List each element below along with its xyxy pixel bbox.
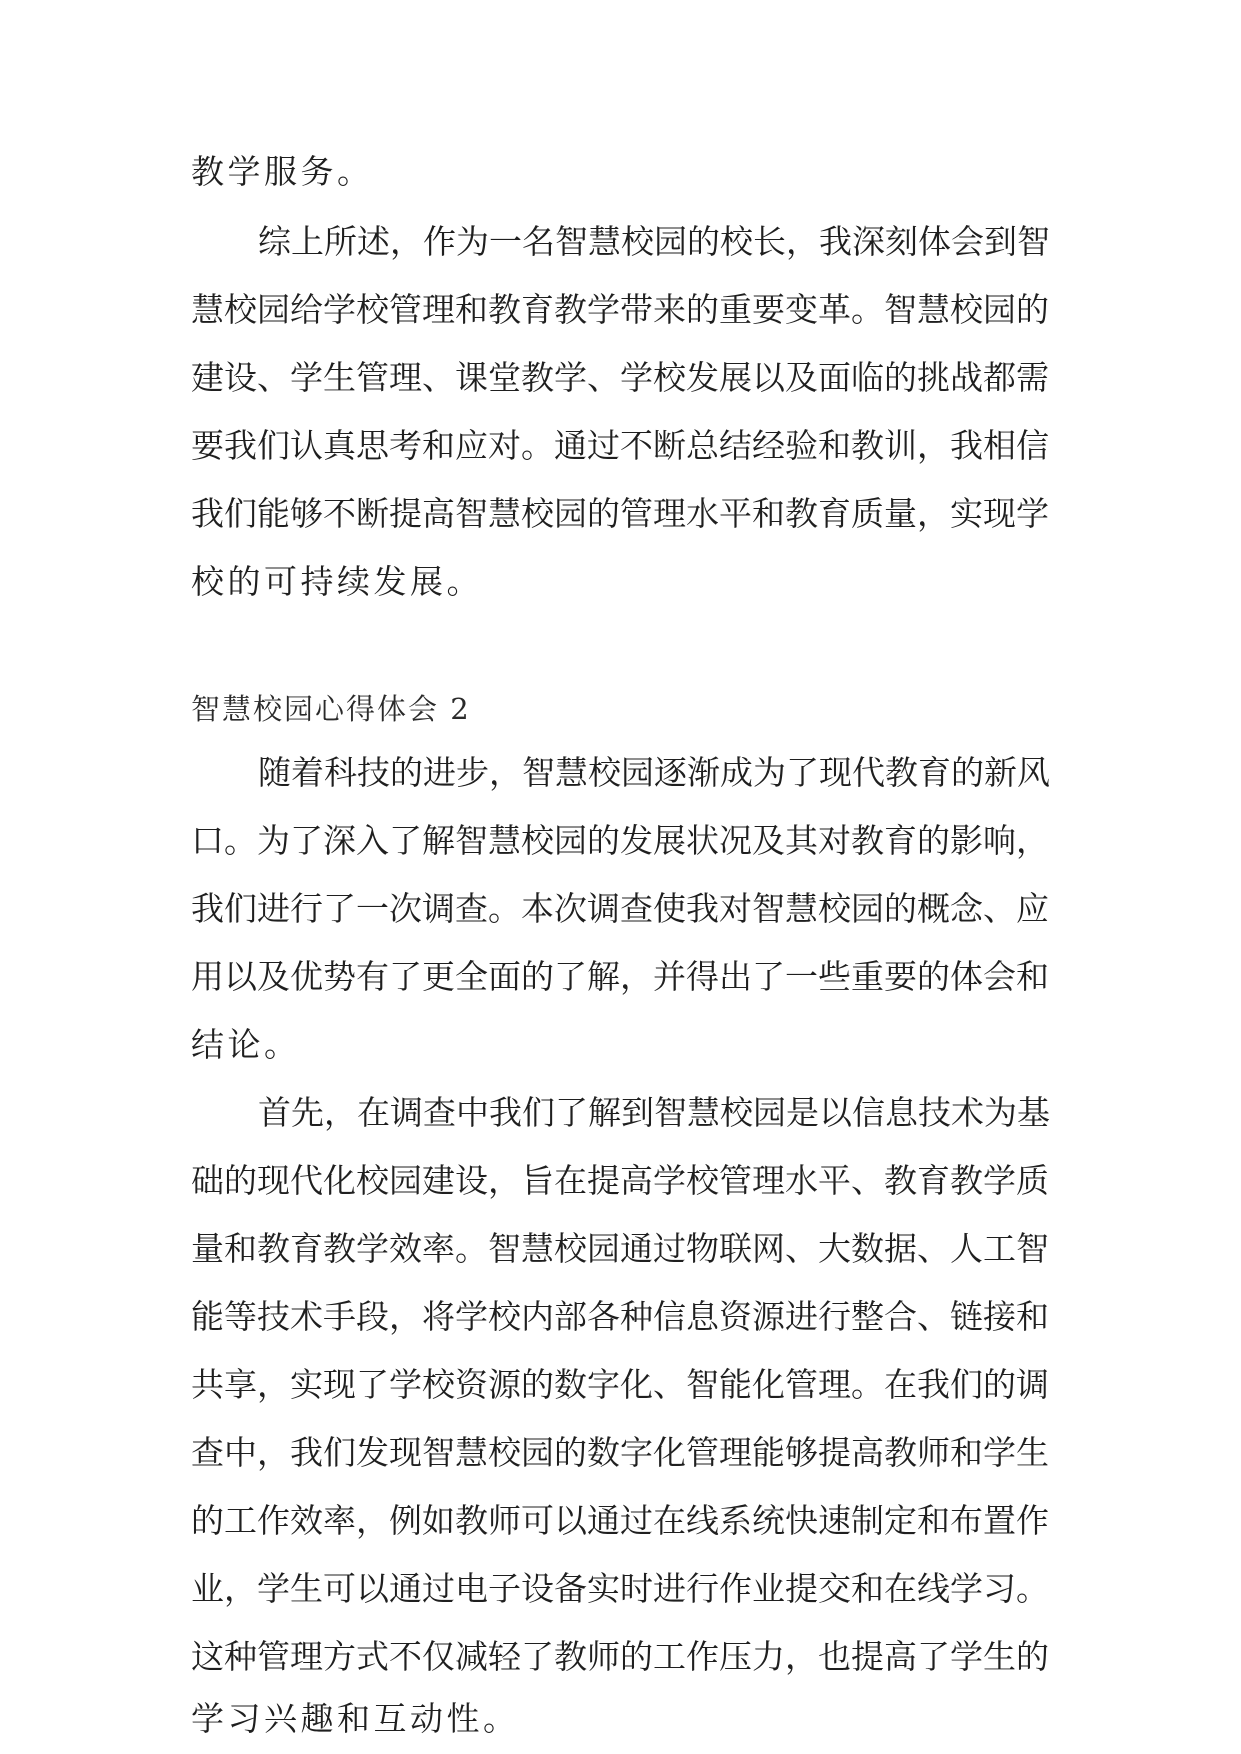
paragraph-line: 的工作效率，例如教师可以通过在线系统快速制定和布置作 [191,1501,1049,1540]
paragraph-line: 学习兴趣和互动性。 [191,1699,520,1738]
section-heading: 智慧校园心得体会 2 [191,692,471,726]
paragraph-line: 共享，实现了学校资源的数字化、智能化管理。在我们的调 [191,1365,1049,1404]
paragraph-line: 建设、学生管理、课堂教学、学校发展以及面临的挑战都需 [191,358,1049,397]
paragraph-line: 要我们认真思考和应对。通过不断总结经验和教训，我相信 [191,426,1049,465]
paragraph-line: 结论。 [191,1025,301,1064]
paragraph-line: 教学服务。 [191,152,374,191]
paragraph-line: 础的现代化校园建设，旨在提高学校管理水平、教育教学质 [191,1161,1049,1200]
paragraph-line: 这种管理方式不仅减轻了教师的工作压力，也提高了学生的 [191,1637,1049,1676]
paragraph-line: 首先，在调查中我们了解到智慧校园是以信息技术为基 [258,1093,1050,1132]
paragraph-line: 慧校园给学校管理和教育教学带来的重要变革。智慧校园的 [191,290,1049,329]
paragraph-line: 我们能够不断提高智慧校园的管理水平和教育质量，实现学 [191,494,1049,533]
paragraph-line: 量和教育教学效率。智慧校园通过物联网、大数据、人工智 [191,1229,1049,1268]
paragraph-line: 业，学生可以通过电子设备实时进行作业提交和在线学习。 [191,1569,1049,1608]
paragraph-line: 查中，我们发现智慧校园的数字化管理能够提高教师和学生 [191,1433,1049,1472]
paragraph-line: 用以及优势有了更全面的了解，并得出了一些重要的体会和 [191,957,1049,996]
paragraph-line: 口。为了深入了解智慧校园的发展状况及其对教育的影响， [191,821,1049,860]
paragraph-line: 校的可持续发展。 [191,562,483,601]
paragraph-line: 能等技术手段，将学校内部各种信息资源进行整合、链接和 [191,1297,1049,1336]
paragraph-line: 随着科技的进步，智慧校园逐渐成为了现代教育的新风 [258,753,1050,792]
paragraph-line: 综上所述，作为一名智慧校园的校长，我深刻体会到智 [258,222,1050,261]
paragraph-line: 我们进行了一次调查。本次调查使我对智慧校园的概念、应 [191,889,1049,928]
